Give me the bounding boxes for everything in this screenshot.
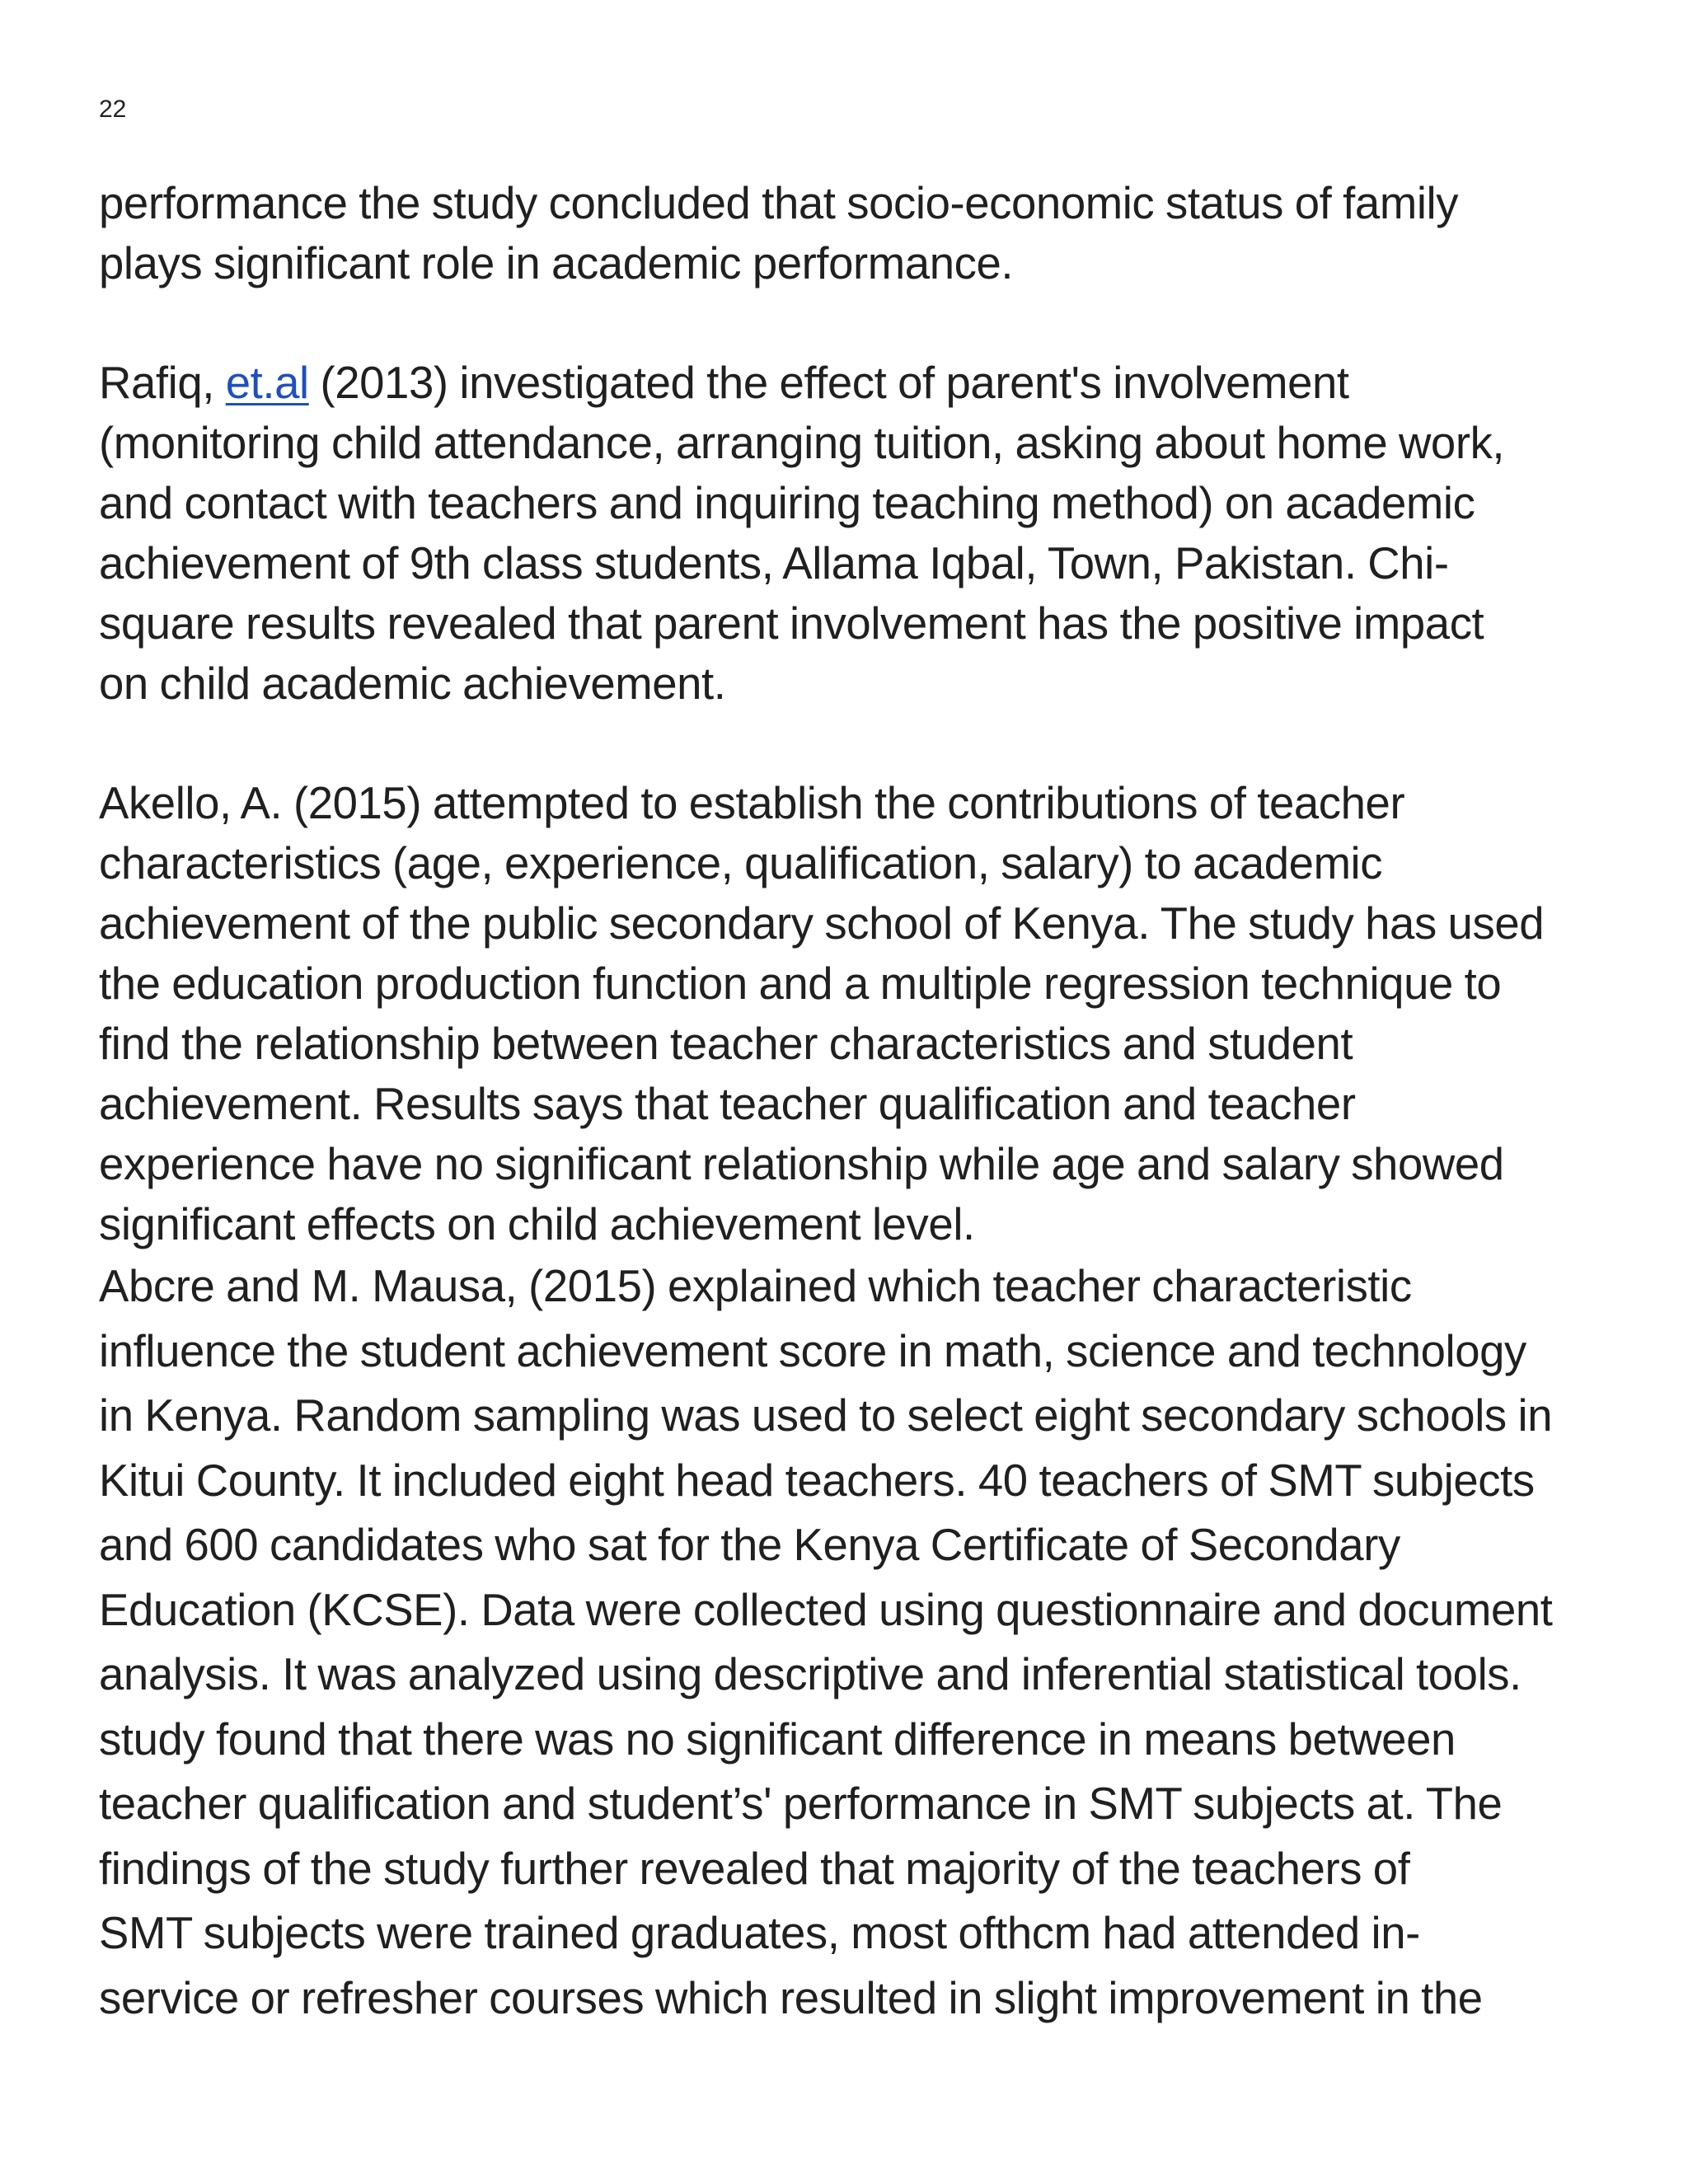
text-line: Abcre and M. Mausa, (2015) explained which teacher characteristic bbox=[99, 1261, 1412, 1311]
text-line: experience have no significant relationship while age and salary showed bbox=[99, 1139, 1504, 1189]
text-line: service or refresher courses which resulted in slight improvement in the bbox=[99, 1972, 1483, 2023]
text-line: Education (KCSE). Data were collected using questionnaire and document bbox=[99, 1584, 1553, 1635]
text-line: and contact with teachers and inquiring teaching method) on academic bbox=[99, 478, 1475, 528]
text-line: Akello, A. (2015) attempted to establish the contributions of teacher bbox=[99, 778, 1405, 828]
text-line: square results revealed that parent involvement has the positive impact bbox=[99, 598, 1484, 649]
paragraph-abcre-mausa bbox=[99, 1254, 1599, 2031]
text-line: Kitui County. It included eight head teachers. 40 teachers of SMT subjects bbox=[99, 1455, 1535, 1506]
text-line: SMT subjects were trained graduates, most ofthcm had attended in- bbox=[99, 1908, 1420, 1958]
et-al-link[interactable]: et.al bbox=[225, 358, 309, 408]
text-line: find the relationship between teacher characteristics and student bbox=[99, 1019, 1353, 1069]
citation-author: Rafiq, bbox=[99, 358, 226, 408]
paragraph-akello bbox=[99, 773, 1599, 1254]
text-line: on child academic achievement. bbox=[99, 658, 726, 709]
text-line: characteristics (age, experience, qualification, salary) to academic bbox=[99, 838, 1383, 888]
text-line: teacher qualification and student’s' performance in SMT subjects at. The bbox=[99, 1779, 1503, 1829]
text-line: the education production function and a multiple regression technique to bbox=[99, 958, 1502, 1009]
text-line: (monitoring child attendance, arranging tuition, asking about home work, bbox=[99, 418, 1505, 468]
text-line: study found that there was no significant difference in means between bbox=[99, 1713, 1456, 1765]
text-line bbox=[99, 353, 1599, 413]
text-line: analysis. It was analyzed using descriptive and inferential statistical tools. bbox=[99, 1649, 1522, 1699]
text-line: significant effects on child achievement level. bbox=[99, 1199, 975, 1249]
paragraph-rafiq bbox=[99, 353, 1599, 714]
text-line: achievement of 9th class students, Allama Iqbal, Town, Pakistan. Chi- bbox=[99, 538, 1449, 588]
text-line: achievement of the public secondary school of Kenya. The study has used bbox=[99, 898, 1545, 949]
text-line: plays significant role in academic performance. bbox=[99, 238, 1014, 288]
page-number: 22 bbox=[99, 96, 127, 123]
citation-text: (2013) investigated the effect of parent's involvement bbox=[308, 358, 1349, 408]
text-line: influence the student achievement score in math, science and technology bbox=[99, 1325, 1526, 1376]
text-line: findings of the study further revealed that majority of the teachers of bbox=[99, 1843, 1410, 1894]
document-body bbox=[99, 173, 1599, 2031]
text-line: in Kenya. Random sampling was used to select eight secondary schools in bbox=[99, 1390, 1553, 1441]
text-line: achievement. Results says that teacher qualification and teacher bbox=[99, 1079, 1356, 1129]
text-line: and 600 candidates who sat for the Kenya Certificate of Secondary bbox=[99, 1520, 1400, 1570]
paragraph-socio-economic-conclusion bbox=[99, 173, 1599, 293]
text-line: performance the study concluded that socio-economic status of family bbox=[99, 178, 1459, 228]
